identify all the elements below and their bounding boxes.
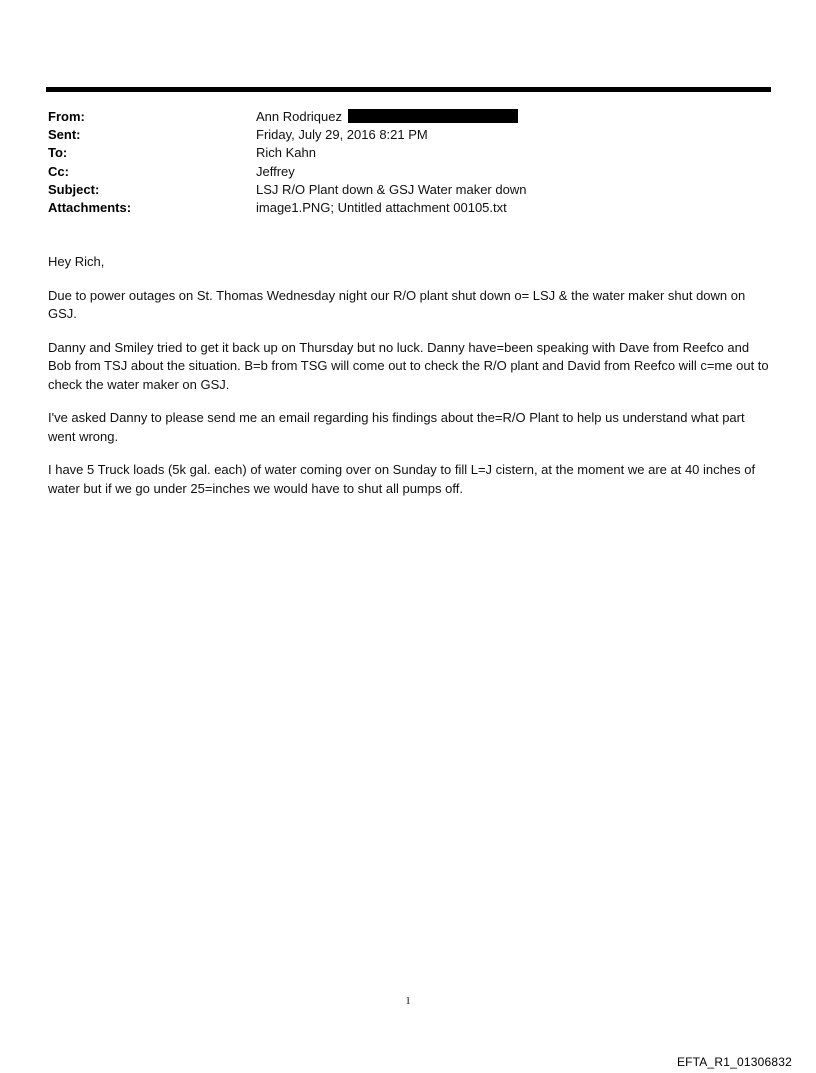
email-body: [48, 253, 770, 513]
cc-row: [48, 163, 768, 181]
body-paragraph: Due to power outages on St. Thomas Wednesday night our R/O plant shut down o= LSJ & the water maker shut down on GSJ.: [48, 287, 746, 321]
attachments-row: [48, 199, 768, 217]
email-header: [48, 108, 768, 217]
sent-row: [48, 126, 768, 144]
body-paragraph: Danny and Smiley tried to get it back up on Thursday but no luck. Danny have=been speaking with Dave from Reefco and Bob from TSJ about the situation. B=b from TSG will come out to check the R/O plant and David from Reefco will c=me out to check the water maker on GSJ.: [48, 339, 769, 392]
redaction-bar: [348, 109, 518, 123]
attachments-value: image1.PNG; Untitled attachment 00105.txt: [256, 199, 507, 215]
to-value: Rich Kahn: [256, 145, 316, 161]
sent-label: Sent:: [48, 127, 81, 143]
sender-name: Ann Rodriquez: [256, 109, 342, 124]
to-row: [48, 144, 768, 162]
subject-row: [48, 181, 768, 199]
sent-value: Friday, July 29, 2016 8:21 PM: [256, 127, 428, 143]
to-label: To:: [48, 145, 68, 161]
page-number: 1: [405, 995, 411, 1007]
from-value: [256, 108, 768, 126]
document-id: EFTA_R1_01306832: [676, 1055, 792, 1069]
body-paragraph: I've asked Danny to please send me an email regarding his findings about the=R/O Plant to help us understand what part went wrong.: [48, 410, 745, 444]
subject-value: LSJ R/O Plant down & GSJ Water maker down: [256, 181, 527, 197]
from-label: From:: [48, 109, 85, 124]
header-divider: [46, 87, 771, 92]
cc-value: Jeffrey: [256, 163, 295, 179]
subject-label: Subject:: [48, 181, 100, 197]
from-row: [48, 108, 768, 126]
greeting: Hey Rich,: [48, 254, 105, 269]
cc-label: Cc:: [48, 163, 69, 179]
attachments-label: Attachments:: [48, 199, 132, 215]
body-paragraph: I have 5 Truck loads (5k gal. each) of water coming over on Sunday to fill L=J cistern, at the moment we are at 40 inches of water but if we go under 25=inches we would have to shut all pumps off.: [48, 462, 756, 496]
